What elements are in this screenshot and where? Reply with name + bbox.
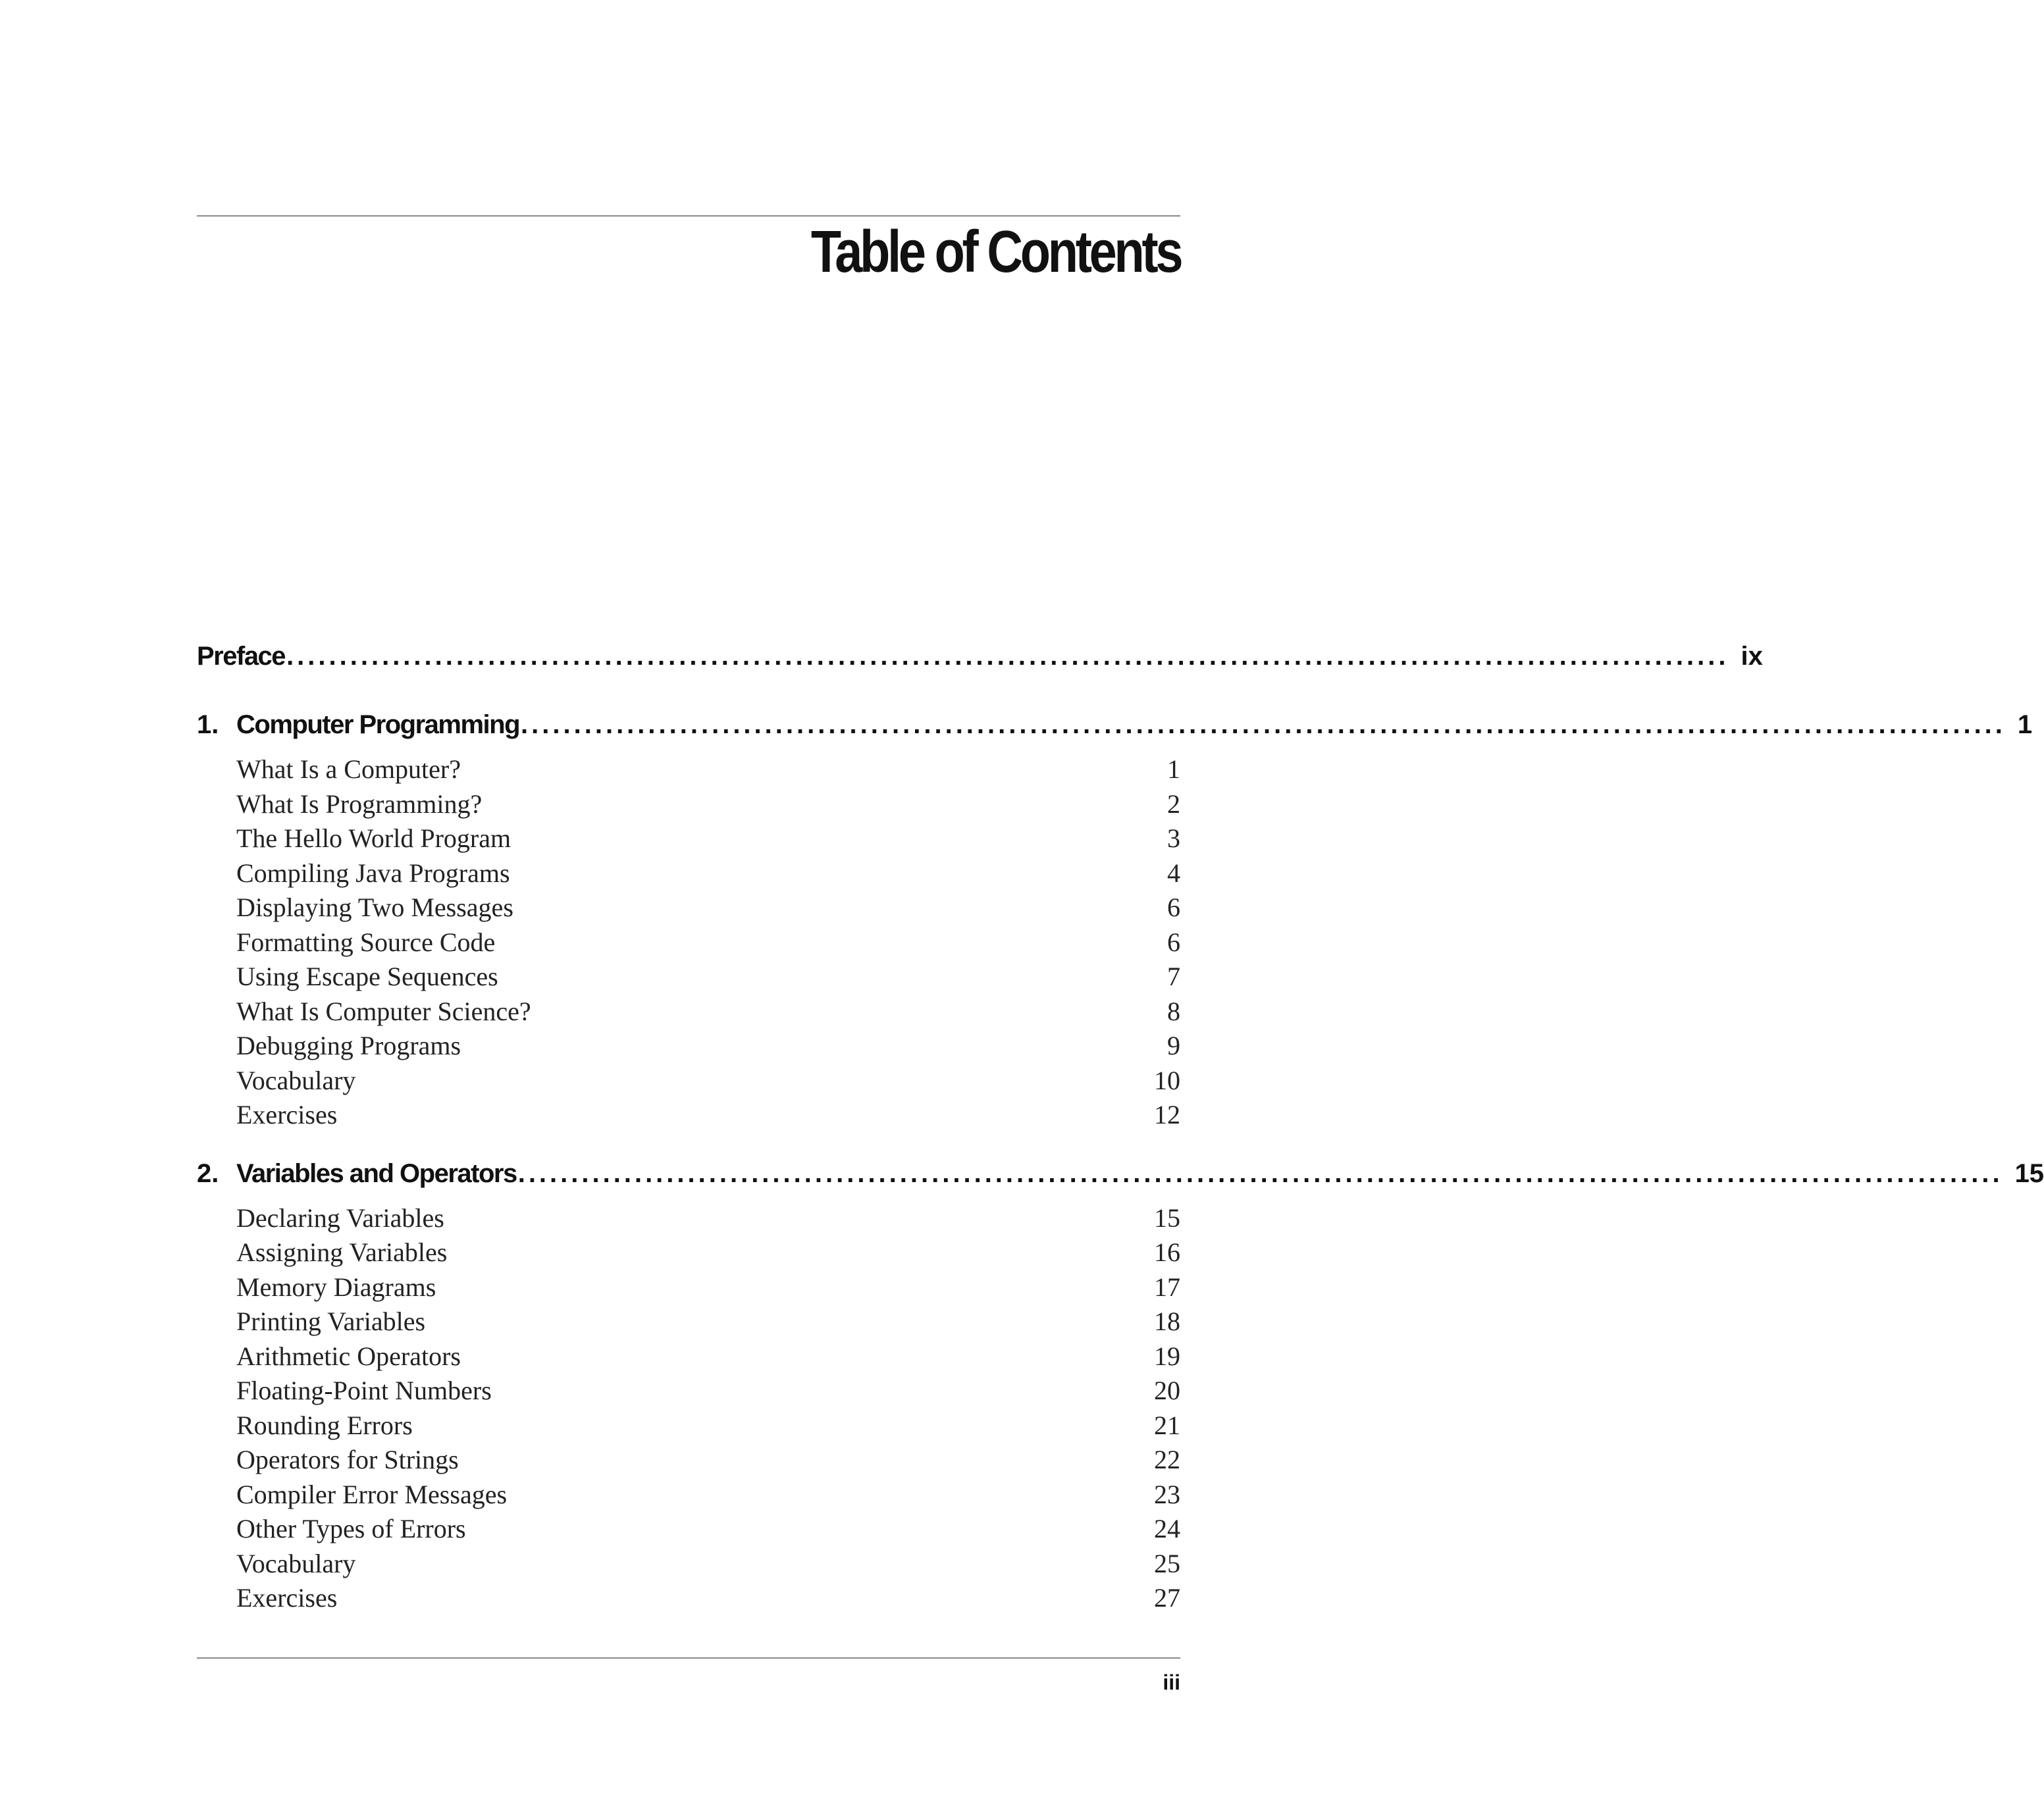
dot-leader: ............................................................................................................................................ (517, 1158, 2003, 1188)
page-title: Table of Contents (810, 219, 1180, 285)
toc-entry-page: 18 (1154, 1307, 1180, 1336)
toc-entry-page: 25 (1154, 1548, 1180, 1578)
toc-entry-title: The Hello World Program (236, 823, 511, 853)
toc-entry-page: ix (1741, 642, 1763, 671)
toc-entry-title: Preface (197, 642, 286, 671)
chapter-block (197, 710, 2033, 1134)
toc-entry-title: Debugging Programs (236, 1031, 461, 1060)
toc-entry-section[interactable] (197, 1375, 1180, 1410)
toc-entry-page: 6 (1167, 927, 1180, 957)
toc-entry-page: 17 (1154, 1272, 1180, 1302)
toc-entry-section[interactable] (197, 996, 1180, 1031)
toc-entry-section[interactable] (197, 858, 1180, 893)
toc-entry-title: What Is Computer Science? (236, 996, 531, 1026)
toc-entry-page: 4 (1167, 858, 1180, 888)
toc-entry-title: Exercises (236, 1583, 338, 1613)
toc-entry-section[interactable] (197, 927, 1180, 962)
bottom-rule (197, 1657, 1180, 1659)
toc-entry-page: 12 (1154, 1100, 1180, 1129)
toc-entry-section[interactable] (197, 789, 1180, 823)
dot-leader: ............................................................................................................................................ (521, 710, 2006, 739)
toc-entry-page: 24 (1154, 1514, 1180, 1543)
toc-entry-page: 23 (1154, 1479, 1180, 1509)
toc-entry-section[interactable] (197, 1548, 1180, 1583)
chapter-number: 1. (197, 710, 219, 739)
toc-entry-title: What Is a Computer? (236, 754, 461, 784)
toc-entry-page: 7 (1167, 962, 1180, 991)
toc-entry-title: What Is Programming? (236, 789, 483, 819)
toc-entry-title: Vocabulary (236, 1548, 356, 1578)
toc-entry-page: 15 (2014, 1158, 2044, 1188)
toc-entry-title: Using Escape Sequences (236, 962, 498, 991)
toc-entry-title: Assigning Variables (236, 1237, 448, 1267)
toc-entry-page: 9 (1167, 1031, 1180, 1060)
top-rule (197, 215, 1180, 217)
toc-entry-title: Exercises (236, 1100, 338, 1129)
toc-entry-page: 1 (1167, 754, 1180, 784)
preface-block (197, 642, 1763, 685)
toc-entry-section[interactable] (197, 1203, 1180, 1237)
toc-entry-page: 8 (1167, 996, 1180, 1026)
chapter-number: 2. (197, 1158, 219, 1188)
toc-entry-chapter[interactable] (197, 710, 2033, 754)
toc-entry-page: 19 (1154, 1341, 1180, 1371)
toc-entry-page: 3 (1167, 823, 1180, 853)
toc-entry-title: Operators for Strings (236, 1445, 459, 1474)
dot-leader: ........................................................................................................................................ (286, 642, 1729, 671)
toc-entry-section[interactable] (197, 1410, 1180, 1445)
toc-entry-section[interactable] (197, 1065, 1180, 1100)
toc-entry-page: 1 (2017, 710, 2033, 739)
toc-entry-title: Other Types of Errors (236, 1514, 466, 1543)
table-of-contents (197, 642, 2044, 1617)
toc-entry-section[interactable] (197, 1272, 1180, 1307)
toc-entry-title: Memory Diagrams (236, 1272, 436, 1302)
toc-entry-title: Variables and Operators (236, 1158, 517, 1188)
toc-entry-page: 22 (1154, 1445, 1180, 1474)
toc-entry-section[interactable] (197, 961, 1180, 996)
toc-entry-preface[interactable] (197, 642, 1763, 685)
toc-entry-page: 21 (1154, 1410, 1180, 1440)
toc-entry-section[interactable] (197, 823, 1180, 858)
toc-entry-section[interactable] (197, 1341, 1180, 1376)
toc-entry-chapter[interactable] (197, 1158, 2044, 1203)
toc-entry-section[interactable] (197, 1513, 1180, 1548)
toc-entry-section[interactable] (197, 892, 1180, 927)
toc-entry-section[interactable] (197, 754, 1180, 789)
toc-entry-title: Displaying Two Messages (236, 893, 513, 922)
toc-entry-title: Vocabulary (236, 1065, 356, 1095)
toc-entry-page: 27 (1154, 1583, 1180, 1613)
toc-entry-title: Computer Programming (236, 710, 520, 739)
toc-entry-page: 2 (1167, 789, 1180, 819)
chapter-list (197, 710, 2044, 1617)
toc-entry-page: 10 (1154, 1065, 1180, 1095)
toc-entry-title: Formatting Source Code (236, 927, 496, 957)
toc-entry-page: 16 (1154, 1237, 1180, 1267)
toc-entry-section[interactable] (197, 1099, 1180, 1134)
toc-entry-section[interactable] (197, 1582, 1180, 1617)
toc-entry-section[interactable] (197, 1030, 1180, 1065)
toc-entry-section[interactable] (197, 1306, 1180, 1341)
toc-entry-title: Floating-Point Numbers (236, 1376, 492, 1405)
toc-entry-title: Declaring Variables (236, 1203, 444, 1233)
toc-entry-page: 15 (1154, 1203, 1180, 1233)
toc-entry-title: Compiling Java Programs (236, 858, 510, 888)
toc-entry-title: Printing Variables (236, 1307, 426, 1336)
toc-entry-title: Compiler Error Messages (236, 1479, 508, 1509)
toc-entry-title: Rounding Errors (236, 1410, 413, 1440)
toc-entry-page: 6 (1167, 893, 1180, 922)
toc-entry-section[interactable] (197, 1479, 1180, 1514)
chapter-block (197, 1158, 2044, 1617)
toc-entry-section[interactable] (197, 1237, 1180, 1272)
toc-entry-title: Arithmetic Operators (236, 1341, 461, 1371)
toc-entry-section[interactable] (197, 1444, 1180, 1479)
toc-entry-page: 20 (1154, 1376, 1180, 1405)
page-number: iii (1163, 1671, 1180, 1694)
